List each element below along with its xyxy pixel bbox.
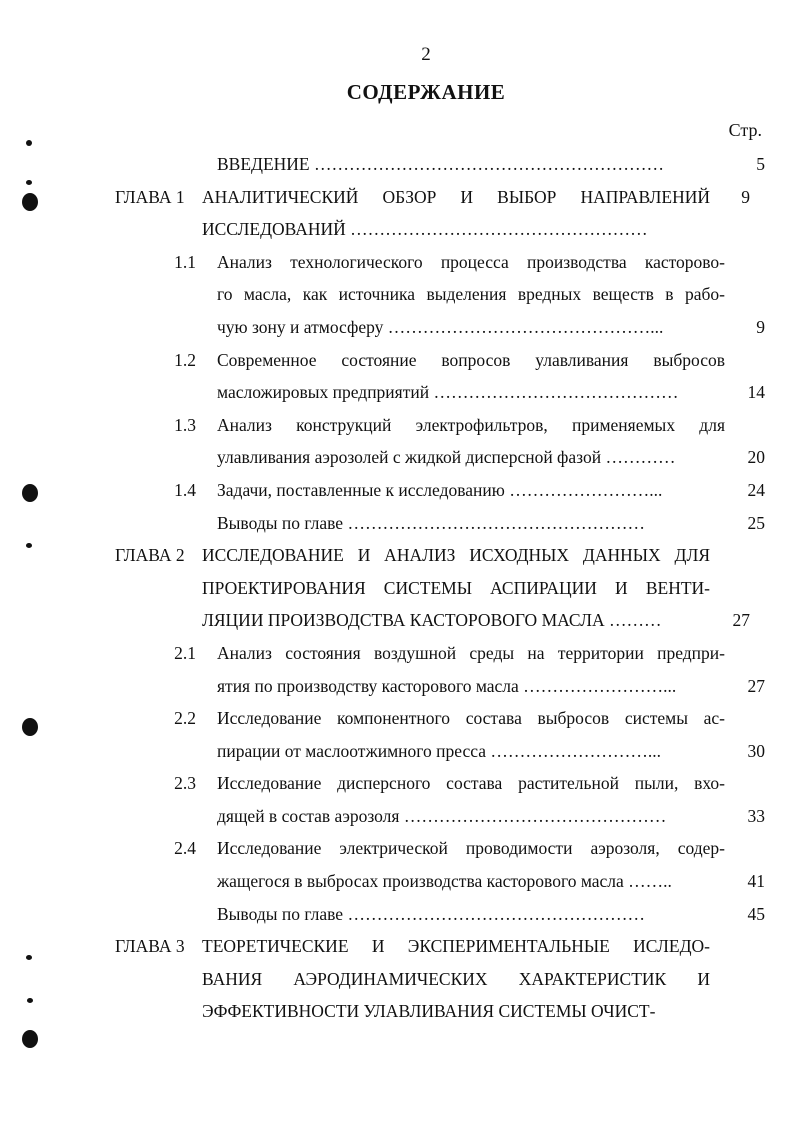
- toc-line: [0, 474, 794, 507]
- toc-entry-text: ПРОЕКТИРОВАНИЯ СИСТЕМЫ АСПИРАЦИИ И ВЕНТИ-: [202, 577, 710, 598]
- page-title: СОДЕРЖАНИЕ: [346, 80, 506, 104]
- toc-line: [0, 572, 794, 605]
- toc-entry-label: [0, 735, 208, 768]
- toc-line: [0, 735, 794, 768]
- toc-entry-page: 5: [756, 154, 765, 174]
- toc-entry-label: [0, 670, 208, 703]
- toc-entry-text: Выводы по главе ……………………………………………: [217, 512, 645, 533]
- page-number: 2: [421, 44, 431, 65]
- toc-entry-page: [710, 930, 750, 963]
- toc-entry-text: Анализ состояния воздушной среды на территории предпри-: [217, 642, 725, 663]
- toc-entry-page: [725, 246, 765, 279]
- toc-entry-label: 2.4: [174, 838, 196, 859]
- toc-line: [0, 539, 794, 572]
- toc-line: [0, 604, 794, 637]
- toc-entry-label: [0, 311, 208, 344]
- toc-line: [0, 930, 794, 963]
- toc-entry-page: 9: [741, 186, 750, 207]
- toc-entry-label: ГЛАВА 3: [115, 936, 185, 957]
- toc-entry-text: Выводы по главе ……………………………………………: [217, 903, 645, 924]
- toc-line: [0, 767, 794, 800]
- toc-entry-label: ГЛАВА 2: [115, 545, 185, 566]
- toc-entry-text: чую зону и атмосферу ………………………………………...: [217, 316, 664, 337]
- toc-entry-page: [710, 995, 750, 1028]
- scan-speck: [27, 998, 33, 1003]
- scan-speck: [26, 543, 32, 548]
- binder-hole: [22, 484, 38, 502]
- toc-line: [0, 637, 794, 670]
- toc-entry-page: 9: [756, 316, 765, 337]
- toc-entry-text: АНАЛИТИЧЕСКИЙ ОБЗОР И ВЫБОР НАПРАВЛЕНИЙ: [202, 186, 710, 207]
- binder-hole: [22, 718, 38, 736]
- toc-line: [0, 507, 794, 540]
- toc-line: [0, 213, 794, 246]
- toc-entry-label: 2.1: [174, 642, 196, 663]
- toc-entry-label: [0, 376, 208, 409]
- toc-entry-label: [0, 963, 193, 996]
- toc-entry-label: 1.3: [174, 414, 196, 435]
- toc-line: [0, 148, 794, 181]
- toc-entry-label: [0, 800, 208, 833]
- toc-entry-page: 20: [747, 447, 765, 468]
- toc-line: [0, 898, 794, 931]
- toc-entry-text: Задачи, поставленные к исследованию ……………………...: [217, 479, 663, 500]
- toc-entry-text: Исследование электрической проводимости аэрозоля, содер-: [217, 838, 725, 859]
- toc-entry-label: [0, 898, 208, 931]
- toc-entry-page: 45: [747, 903, 765, 924]
- toc-entry-text: Исследование дисперсного состава растительной пыли, вхо-: [217, 773, 725, 794]
- toc-entry-label: [0, 213, 193, 246]
- toc-line: [0, 344, 794, 377]
- toc-line: [0, 441, 794, 474]
- toc-line: [0, 865, 794, 898]
- page-column-header: Стр.: [728, 120, 762, 140]
- toc-entry-label: [0, 441, 208, 474]
- toc-line: [0, 702, 794, 735]
- toc-entry-text: ЛЯЦИИ ПРОИЗВОДСТВА КАСТОРОВОГО МАСЛА ………: [202, 610, 662, 631]
- toc-entry-page: [725, 832, 765, 865]
- toc-entry-page: [725, 767, 765, 800]
- toc-line: [0, 181, 794, 214]
- toc-entry-text: ВВЕДЕНИЕ ……………………………………………………: [217, 154, 665, 174]
- toc-line: [0, 832, 794, 865]
- toc-entry-label: [0, 507, 208, 540]
- toc-entry-label: 1.2: [174, 349, 196, 370]
- toc-entry-label: [0, 278, 208, 311]
- toc-line: [0, 376, 794, 409]
- toc-entry-page: 33: [747, 805, 765, 826]
- toc-entry-text: ятия по производству касторового масла ……………………...: [217, 675, 677, 696]
- toc-line: [0, 963, 794, 996]
- scan-speck: [26, 140, 32, 146]
- toc-line: [0, 800, 794, 833]
- toc-entry-page: [710, 213, 750, 246]
- toc-entry-page: 30: [747, 740, 765, 761]
- toc-line: [0, 246, 794, 279]
- toc-entry-label: 2.2: [174, 708, 196, 729]
- toc-entry-text: пирации от маслоотжимного пресса ………………………...: [217, 740, 661, 761]
- toc-entry-text: ИССЛЕДОВАНИЙ ……………………………………………: [202, 219, 648, 240]
- toc-entry-page: 25: [747, 512, 765, 533]
- toc-entry-text: жащегося в выбросах производства касторового масла ……..: [217, 871, 672, 892]
- toc-entry-page: [725, 409, 765, 442]
- toc-entry-page: 24: [747, 479, 765, 500]
- table-of-contents: [0, 148, 794, 1028]
- toc-entry-label: [0, 572, 193, 605]
- toc-line: [0, 995, 794, 1028]
- toc-entry-page: [710, 539, 750, 572]
- toc-line: [0, 409, 794, 442]
- binder-hole: [22, 1030, 38, 1048]
- toc-entry-label: 1.1: [174, 251, 196, 272]
- toc-entry-label: 1.4: [174, 479, 196, 500]
- toc-entry-text: ЭФФЕКТИВНОСТИ УЛАВЛИВАНИЯ СИСТЕМЫ ОЧИСТ-: [202, 1001, 656, 1022]
- toc-entry-text: дящей в состав аэрозоля ………………………………………: [217, 805, 667, 826]
- toc-entry-text: го масла, как источника выделения вредных веществ в рабо-: [217, 284, 725, 305]
- toc-entry-label: [0, 604, 193, 637]
- toc-entry-page: [710, 963, 750, 996]
- toc-entry-page: 14: [747, 382, 765, 403]
- toc-line: [0, 670, 794, 703]
- toc-entry-page: 27: [747, 675, 765, 696]
- toc-entry-text: Анализ конструкций электрофильтров, применяемых для: [217, 414, 725, 435]
- toc-entry-text: ИССЛЕДОВАНИЕ И АНАЛИЗ ИСХОДНЫХ ДАННЫХ ДЛЯ: [202, 545, 710, 566]
- toc-entry-text: Исследование компонентного состава выбросов системы ас-: [217, 708, 725, 729]
- toc-entry-page: [725, 637, 765, 670]
- toc-entry-label: [0, 148, 208, 181]
- toc-entry-text: масложировых предприятий ……………………………………: [217, 382, 679, 403]
- toc-entry-text: улавливания аэрозолей с жидкой дисперсной фазой …………: [217, 447, 676, 468]
- toc-entry-page: 41: [747, 871, 765, 892]
- toc-entry-page: [725, 278, 765, 311]
- toc-entry-label: 2.3: [174, 773, 196, 794]
- toc-entry-text: Современное состояние вопросов улавливания выбросов: [217, 349, 725, 370]
- binder-hole: [22, 193, 38, 211]
- toc-entry-text: ТЕОРЕТИЧЕСКИЕ И ЭКСПЕРИМЕНТАЛЬНЫЕ ИСЛЕДО-: [202, 936, 710, 957]
- toc-entry-page: [725, 702, 765, 735]
- toc-entry-text: Анализ технологического процесса производства касторово-: [217, 251, 725, 272]
- toc-entry-text: ВАНИЯ АЭРОДИНАМИЧЕСКИХ ХАРАКТЕРИСТИК И: [202, 968, 710, 989]
- toc-entry-page: [710, 572, 750, 605]
- toc-entry-label: [0, 865, 208, 898]
- toc-entry-page: 27: [732, 610, 750, 631]
- scan-speck: [26, 180, 32, 185]
- toc-line: [0, 311, 794, 344]
- toc-entry-page: [725, 344, 765, 377]
- toc-line: [0, 278, 794, 311]
- scan-speck: [26, 955, 32, 960]
- toc-entry-label: ГЛАВА 1: [115, 186, 185, 207]
